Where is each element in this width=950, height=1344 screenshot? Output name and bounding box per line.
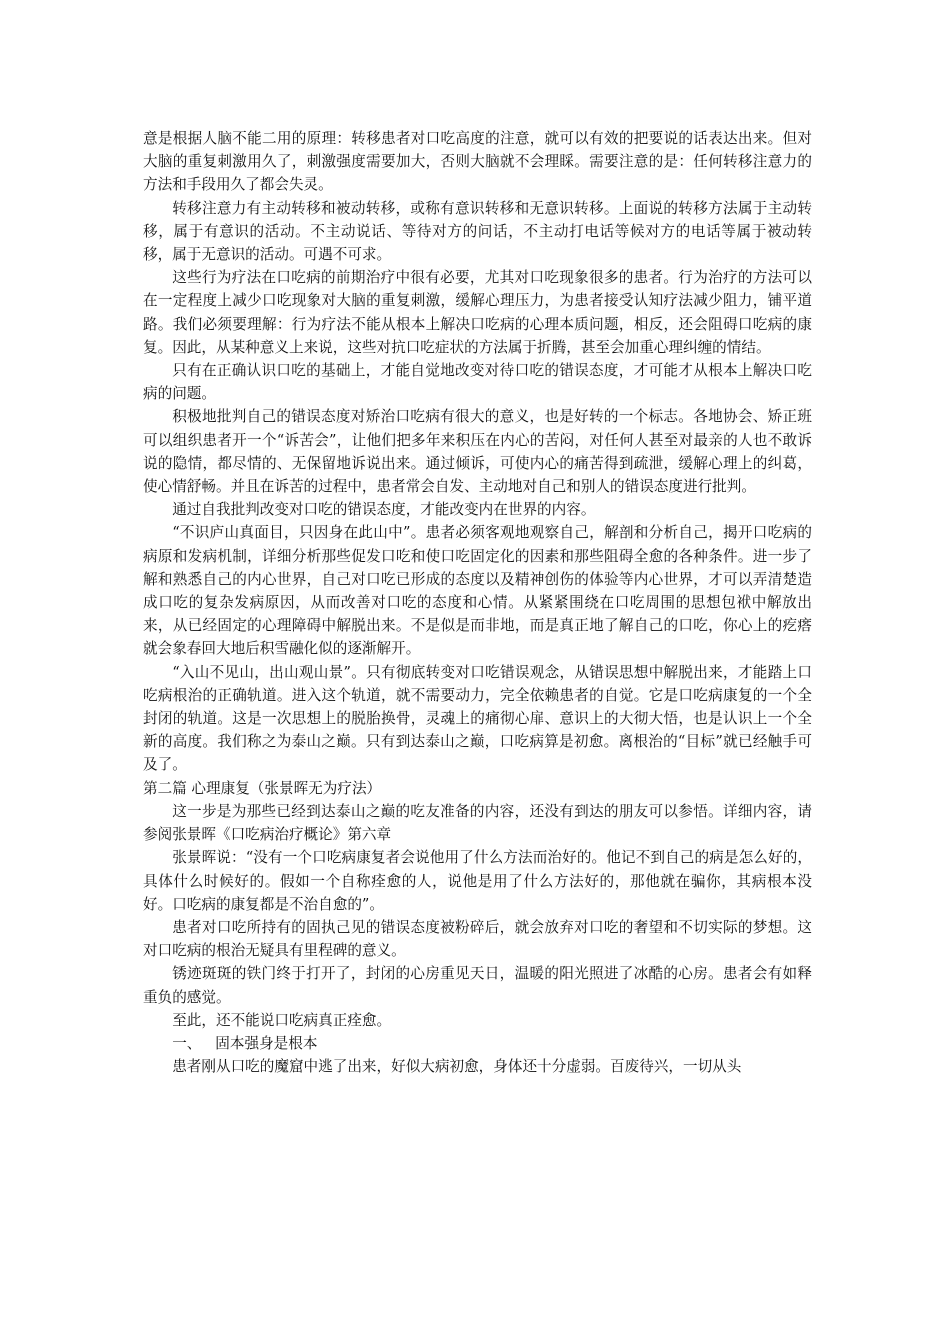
section-heading: 第二篇 心理康复（张景晖无为疗法）: [143, 779, 382, 797]
paragraph-13: 锈迹斑斑的铁门终于打开了，封闭的心房重见天日，温暖的阳光照进了冰酷的心房。患者会有如释重负的感觉。: [143, 965, 812, 1006]
paragraph-5: 积极地批判自己的错误态度对矫治口吃病有很大的意义，也是好转的一个标志。各地协会、矫正班可以组织患者开一个“诉苦会”，让他们把多年来积压在内心的苦闷，对任何人甚至对最亲的人也不敢诉说的隐情，都尽情的、无保留地诉说出来。通过倾诉，可使内心的痛苦得到疏泄，缓解心理上的纠葛，使心情舒畅。并且在诉苦的过程中，患者常会自发、主动地对自己和别人的错误态度进行批判。: [143, 408, 812, 496]
paragraph-1: 意是根据人脑不能二用的原理：转移患者对口吃高度的注意，就可以有效的把要说的话表达出来。但对大脑的重复刺激用久了，刺激强度需要加大，否则大脑就不会理睬。需要注意的是：任何转移注意力的方法和手段用久了都会失灵。: [143, 130, 812, 194]
paragraph-3: 这些行为疗法在口吃病的前期治疗中很有必要，尤其对口吃现象很多的患者。行为治疗的方法可以在一定程度上减少口吃现象对大脑的重复刺激，缓解心理压力，为患者接受认知疗法减少阻力，铺平道路。我们必须要理解：行为疗法不能从根本上解决口吃病的心理本质问题，相反，还会阻碍口吃病的康复。因此，从某种意义上来说，这些对抗口吃症状的方法属于折腾，甚至会加重心理纠缠的情结。: [143, 269, 812, 356]
paragraph-11: 张景晖说：“没有一个口吃病康复者会说他用了什么方法而治好的。他记不到自己的病是怎么好的，具体什么时候好的。假如一个自称痊愈的人，说他是用了什么方法好的，那他就在骗你，其病根本没好。口吃病的康复都是不治自愈的”。: [143, 849, 812, 913]
paragraph-7: “不识庐山真面目，只因身在此山中”。患者必须客观地观察自己，解剖和分析自己，揭开口吃病的病原和发病机制，详细分析那些促发口吃和使口吃固定化的因素和那些阻碍全愈的各种条件。进一步了解和熟悉自己的内心世界，自己对口吃已形成的态度以及精神创伤的体验等内心世界，才可以弄清楚造成口吃的复杂发病原因，从而改善对口吃的态度和心情。从紧紧围绕在口吃周围的思想包袱中解放出来，从已经固定的心理障碍中解脱出来。不是似是而非地，而是真正地了解自己的口吃，你心上的疙瘩就会象春回大地后积雪融化似的逐渐解开。: [143, 524, 812, 658]
paragraph-2: 转移注意力有主动转移和被动转移，或称有意识转移和无意识转移。上面说的转移方法属于主动转移，属于有意识的活动。不主动说话、等待对方的问话，不主动打电话等候对方的电话等属于被动转移，属于无意识的活动。可遇不可求。: [143, 199, 812, 264]
paragraph-16: 患者刚从口吃的魔窟中逃了出来，好似大病初愈，身体还十分虚弱。百废待兴，一切从头: [172, 1058, 742, 1076]
subsection-heading: 一、 固本强身是根本: [172, 1034, 318, 1052]
paragraph-8: “入山不见山，出山观山景”。只有彻底转变对口吃错误观念，从错误思想中解脱出来，才能踏上口吃病根治的正确轨道。进入这个轨道，就不需要动力，完全依赖患者的自觉。它是口吃病康复的一个全封闭的轨道。这是一次思想上的脱胎换骨，灵魂上的痛彻心扉、意识上的大彻大悟，也是认识上一个全新的高度。我们称之为泰山之巅。只有到达泰山之巅，口吃病算是初愈。离根治的“目标”就已经触手可及了。: [143, 663, 812, 774]
paragraph-10: 这一步是为那些已经到达泰山之巅的吃友准备的内容，还没有到达的朋友可以参悟。详细内容，请参阅张景晖《口吃病治疗概论》第六章: [143, 802, 812, 844]
paragraph-12: 患者对口吃所持有的固执己见的错误态度被粉碎后，就会放弃对口吃的奢望和不切实际的梦想。这对口吃病的根治无疑具有里程碑的意义。: [143, 918, 812, 960]
paragraph-4: 只有在正确认识口吃的基础上，才能自觉地改变对待口吃的错误态度，才可能才从根本上解决口吃病的问题。: [143, 362, 812, 403]
document-page: [143, 127, 812, 1078]
paragraph-14: 至此，还不能说口吃病真正痊愈。: [172, 1011, 392, 1029]
paragraph-6: 通过自我批判改变对口吃的错误态度，才能改变内在世界的内容。: [172, 501, 596, 519]
